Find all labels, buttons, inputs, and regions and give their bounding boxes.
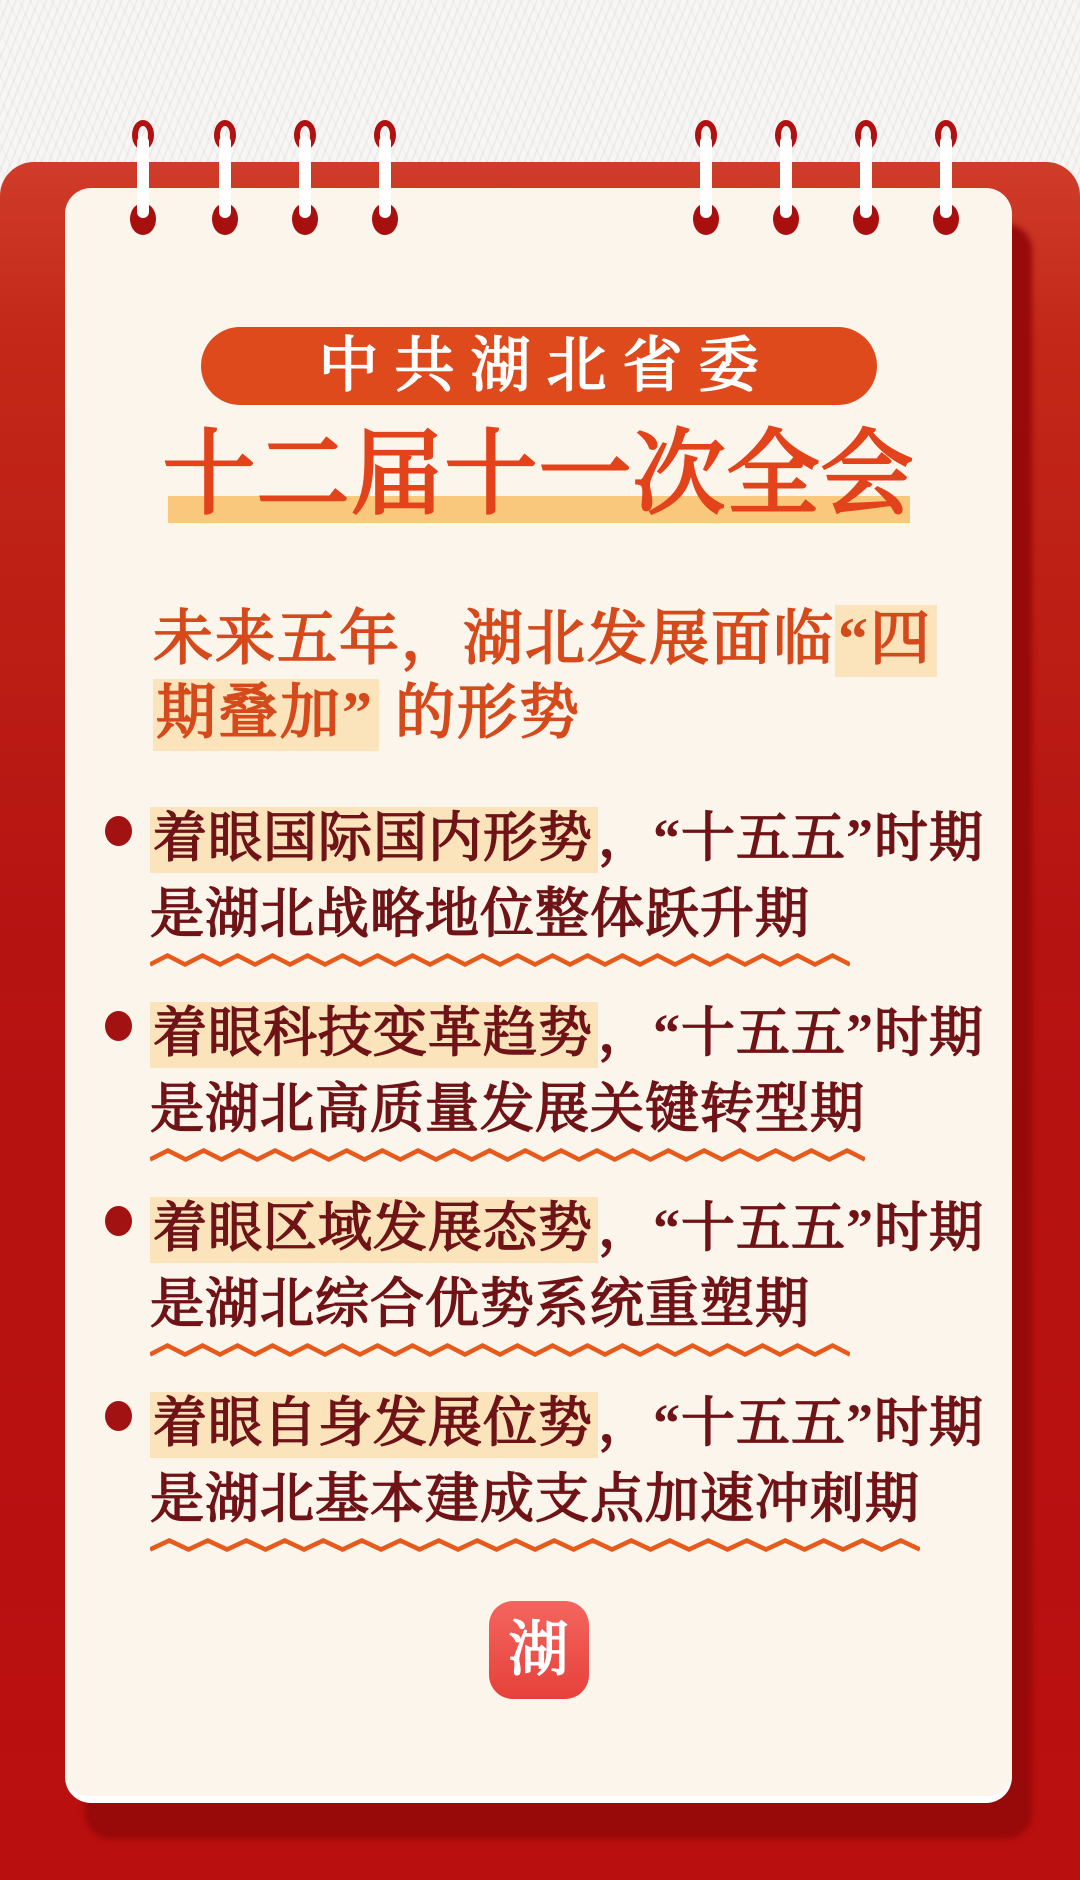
bullet-text: ，“十五五”时期 [598, 1393, 984, 1453]
highlighted-phrase: 着眼国际国内形势 [150, 807, 598, 873]
badge-label: 中共湖北省委 [318, 332, 775, 399]
ring-wire [299, 136, 311, 218]
highlighted-phrase: 着眼自身发展位势 [150, 1392, 598, 1458]
intro-text: 未来五年，湖北发展面临 [153, 606, 835, 672]
notebook-card [65, 188, 1012, 1803]
bullet-line-2 [150, 1461, 920, 1553]
highlighted-phrase: “四 [835, 605, 937, 677]
bullet-text: ，“十五五”时期 [598, 1198, 984, 1258]
intro-text: 的形势 [395, 680, 581, 746]
bullet-line-1 [150, 1385, 983, 1461]
binder-ring [853, 120, 879, 236]
header-badge [201, 327, 877, 405]
ring-wire [137, 136, 149, 218]
binder-ring [933, 120, 959, 236]
bullet-line-2 [150, 876, 850, 968]
main-title: 十二届十一次全会 [162, 422, 915, 526]
bullet-text: 是湖北综合优势系统重塑期 [150, 1274, 810, 1334]
bullet-line-1 [150, 1190, 983, 1266]
bullet-line-1 [150, 800, 983, 876]
binder-ring [212, 120, 238, 236]
list-item [103, 1385, 983, 1553]
intro-line-2 [153, 676, 983, 750]
bullet-text: ，“十五五”时期 [598, 1003, 984, 1063]
bullet-text: 是湖北基本建成支点加速冲刺期 [150, 1469, 920, 1529]
zigzag-underline [150, 1147, 865, 1163]
zigzag-underline [150, 1342, 850, 1358]
bullet-line-2 [150, 1266, 850, 1358]
zigzag-underline [150, 952, 850, 968]
title-block [65, 422, 1012, 578]
binder-ring [693, 120, 719, 236]
binder-ring [372, 120, 398, 236]
highlighted-phrase: 着眼科技变革趋势 [150, 1002, 598, 1068]
zigzag-underline [150, 1537, 920, 1553]
binder-ring [292, 120, 318, 236]
bullet-line-1 [150, 995, 983, 1071]
ring-wire [780, 136, 792, 218]
intro-paragraph [153, 602, 983, 750]
bullet-text: 是湖北高质量发展关键转型期 [150, 1079, 865, 1139]
highlighted-phrase: 着眼区域发展态势 [150, 1197, 598, 1263]
intro-line-1 [153, 602, 983, 676]
bullet-text: 是湖北战略地位整体跃升期 [150, 884, 810, 944]
binder-ring [130, 120, 156, 236]
ring-wire [379, 136, 391, 218]
highlighted-phrase: 期叠加” [153, 679, 379, 751]
logo-character: 湖 [508, 1617, 569, 1683]
ring-wire [700, 136, 712, 218]
app-logo [489, 1601, 589, 1699]
bullet-text: ，“十五五”时期 [598, 808, 984, 868]
list-item [103, 800, 983, 968]
list-item [103, 1190, 983, 1358]
ring-wire [940, 136, 952, 218]
key-points-list [103, 800, 983, 1580]
list-item [103, 995, 983, 1163]
bullet-line-2 [150, 1071, 865, 1163]
ring-wire [219, 136, 231, 218]
ring-wire [860, 136, 872, 218]
binder-ring [773, 120, 799, 236]
